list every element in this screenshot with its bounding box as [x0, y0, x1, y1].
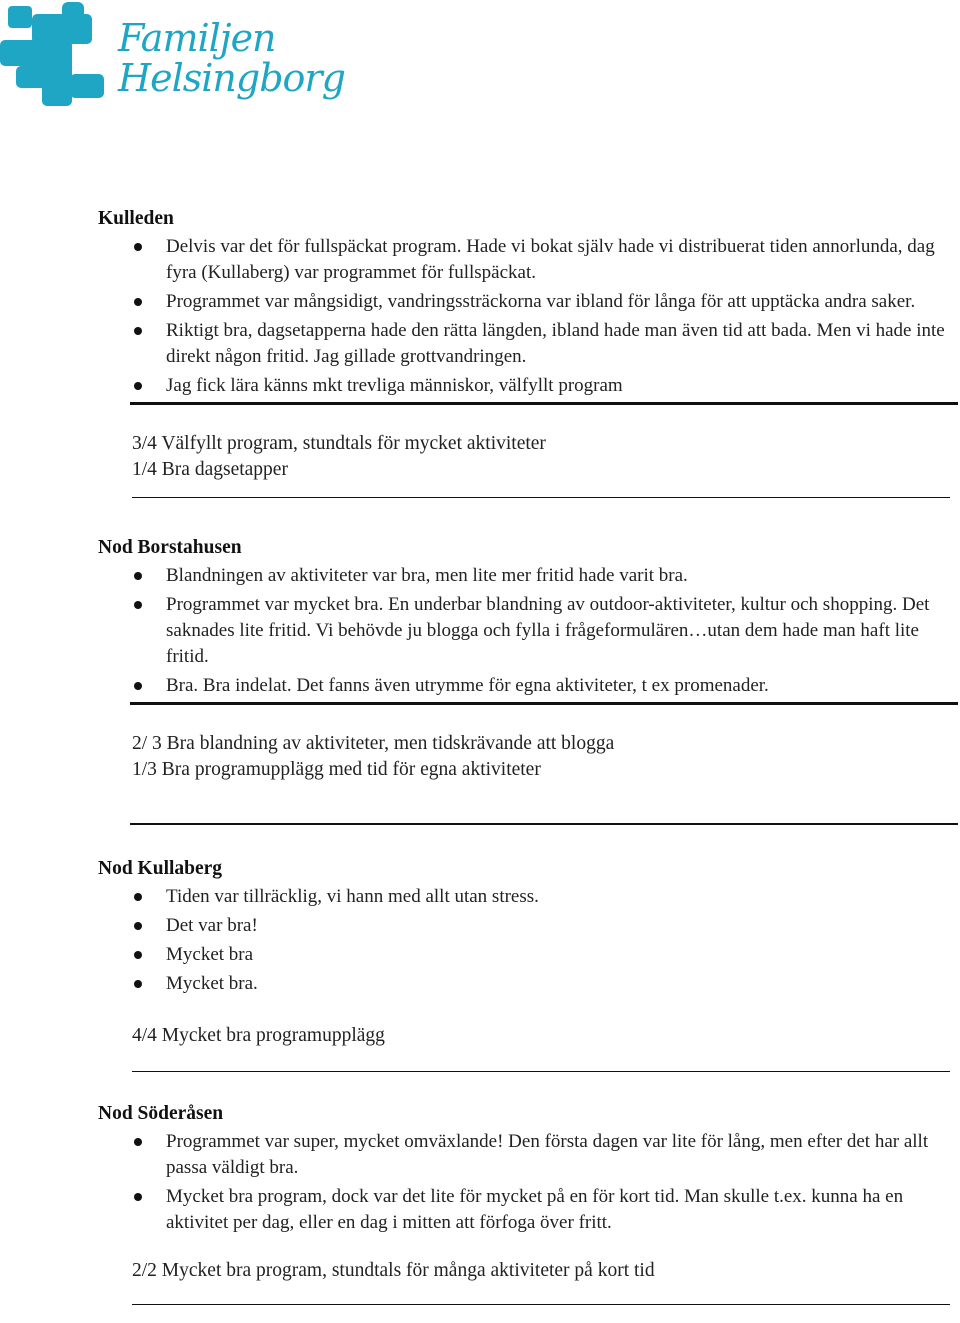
section-title: Kulleden	[98, 208, 174, 229]
bullet-item: Jag fick lära känns mkt trevliga människor, välfyllt program	[98, 373, 958, 399]
bullet-item: Programmet var mångsidigt, vandringssträckorna var ibland för långa för att upptäcka andra saker.	[98, 289, 958, 315]
bullet-item: Mycket bra	[98, 942, 958, 968]
section-nod-borstahusen	[98, 536, 958, 825]
section-summary	[132, 1258, 958, 1284]
document-body	[98, 207, 958, 1305]
bullet-item: Det var bra!	[98, 913, 958, 939]
summary-line: 1/4 Bra dagsetapper	[132, 459, 288, 480]
puzzle-logo-icon	[0, 0, 118, 112]
section-title: Nod Borstahusen	[98, 537, 242, 558]
bullet-item: Programmet var super, mycket omväxlande! Den första dagen var lite för lång, men efter det har allt passa väldigt bra.	[98, 1129, 958, 1181]
summary-line: 2/2 Mycket bra program, stundtals för många aktiviteter på kort tid	[132, 1260, 655, 1281]
logo-line-1: Familjen	[118, 16, 276, 60]
bullet-item: Delvis var det för fullspäckat program. Hade vi bokat själv hade vi distribuerat tiden annorlunda, dag fyra (Kullaberg) var programmet för fullspäckat.	[98, 234, 958, 286]
bullet-item: Mycket bra program, dock var det lite för mycket på en för kort tid. Man skulle t.ex. kunna ha en aktivitet per dag, eller en dag i mitten att förfoga över fritt.	[98, 1184, 958, 1236]
logo-line-2: Helsingborg	[118, 56, 345, 100]
section-summary	[132, 1023, 958, 1049]
section-summary	[132, 431, 958, 483]
bullet-item: Blandningen av aktiviteter var bra, men lite mer fritid hade varit bra.	[98, 563, 958, 589]
bullet-list	[98, 1129, 958, 1236]
bullet-list	[98, 563, 958, 699]
bullet-item: Tiden var tillräcklig, vi hann med allt utan stress.	[98, 884, 958, 910]
section-title: Nod Söderåsen	[98, 1103, 224, 1124]
bullet-item: Mycket bra.	[98, 971, 958, 997]
section-divider	[130, 402, 958, 405]
section-kulleden	[98, 207, 958, 498]
bullet-item: Bra. Bra indelat. Det fanns även utrymme för egna aktiviteter, t ex promenader.	[98, 673, 958, 699]
bullet-list	[98, 884, 958, 997]
section-nod-kullaberg	[98, 857, 958, 1072]
summary-line: 3/4 Välfyllt program, stundtals för mycket aktiviteter	[132, 433, 546, 454]
section-nod-soderasen	[98, 1102, 958, 1305]
bullet-list	[98, 234, 958, 399]
summary-line: 4/4 Mycket bra programupplägg	[132, 1025, 385, 1046]
familjen-helsingborg-logo	[0, 0, 345, 130]
bullet-item: Programmet var mycket bra. En underbar blandning av outdoor-aktiviteter, kultur och shopping. Det saknades lite fritid. Vi behövde ju blogga och fylla i frågeformulären…utan dem hade man haft lite fritid.	[98, 592, 958, 670]
section-divider	[130, 702, 958, 705]
bullet-item: Riktigt bra, dagsetapperna hade den rätta längden, ibland hade man även tid att bada. Men vi hade inte direkt någon fritid. Jag gillade grottvandringen.	[98, 318, 958, 370]
section-title: Nod Kullaberg	[98, 858, 223, 879]
summary-line: 1/3 Bra programupplägg med tid för egna aktiviteter	[132, 759, 541, 780]
summary-line: 2/ 3 Bra blandning av aktiviteter, men tidskrävande att blogga	[132, 733, 615, 754]
summary-divider	[132, 1304, 950, 1305]
section-summary	[132, 731, 958, 783]
